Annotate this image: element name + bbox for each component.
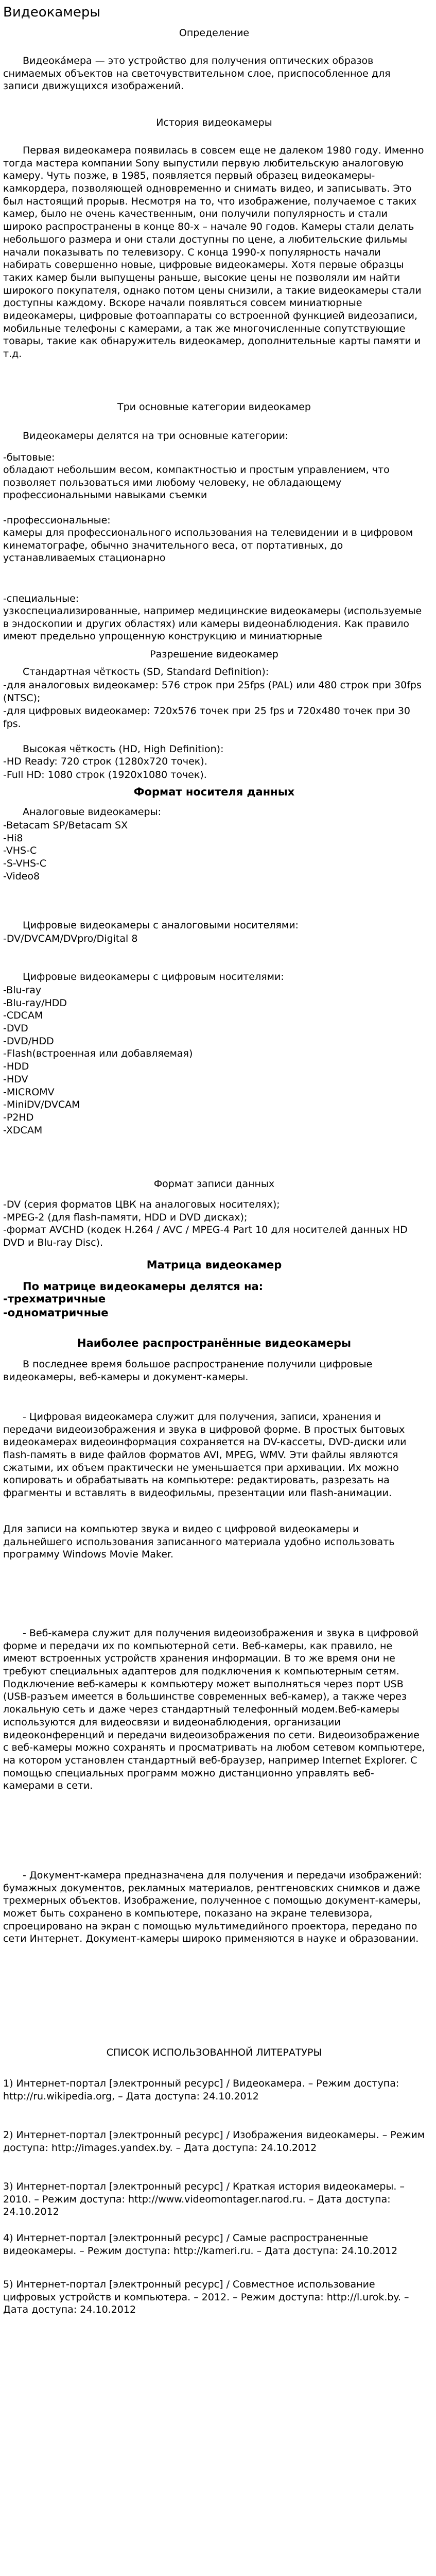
matrix-list [3, 1292, 425, 1320]
popular-digital: - Цифровая видеокамера служит для получения, записи, хранения и передачи видеоизображения и звука в цифровой форме. В простых бытовых видеокамерах видеоинформация сохраняется на DV-кассеты, DVD-диски или flash-память в виде файлов форматов AVI, MPEG, WMV. Эти файлы являются сжатыми, их объем практически не уменьшается при архивации. Их можно копировать и обрабатывать на компьютере: редактировать, разрезать на фрагменты и вставлять в видеофильмы, презентации или flash-анимации. [3, 1411, 407, 1499]
references-heading: СПИСОК ИСПОЛЬЗОВАННОЙ ЛИТЕРАТУРЫ [106, 2047, 322, 2058]
list-item: -HDV [3, 1073, 28, 1085]
recording-heading: Формат записи данных [153, 1178, 275, 1190]
category-household-text: обладают небольшим весом, компактностью и простым управлением, что позволяет пользоваться ими любому человеку, не обладающему профессиональными навыками съемки [3, 464, 390, 501]
popular-intro: В последнее время большое распространение получили цифровые видеокамеры, веб-камеры и документ-камеры. [3, 1359, 373, 1383]
list-item: -трехматричные [3, 1293, 106, 1305]
media-analog-list [3, 819, 425, 883]
resolution-hd-ready: -HD Ready: 720 строк (1280x720 точек). [3, 756, 207, 767]
document-title: Видеокамеры [3, 5, 100, 20]
list-item: -DVD/HDD [3, 1035, 54, 1047]
history-text: Первая видеокамера появилась в совсем еще не далеком 1980 году. Именно тогда мастера компании Sony выпустили первую любительскую аналоговую камеру. Чуть позже, в 1985, появляется первый образец видеокамеры-камкордера, позволяющей одновременно и снимать видео, и записывать. Это был настоящий прорыв. Несмотря на то, что изображение, получаемое с таких камер, было не очень качественным, они получили популярность и стали широко распространены в конце 80-х – начале 90 годов. Камеры стали делать небольшого размера и они стали доступны по цене, а любительские фильмы начали показывать по телевизору. С конца 1990-х популярность начали набирать совершенно новые, цифровые видеокамеры. Хотя первые образцы таких камер были выпущены раньше, высокие цены не позволяли им найти широкого покупателя, однако потом цены снизили, а такие видеокамеры стали доступны каждому. Вскоре начали появляться совсем миниатюрные видеокамеры, цифровые фотоаппараты со встроенной функцией видеозаписи, мобильные телефоны с камерами, а так же многочисленные сопутствующие товары, такие как обнаружитель видеокамер, дополнительные карты памяти и т.д. [3, 145, 424, 360]
resolution-sd-label: Стандартная чёткость (SD, Standard Definition): [23, 666, 269, 677]
list-item: -MiniDV/DVCAM [3, 1099, 80, 1111]
list-item: -формат AVCHD (кодек H.264 / AVC / MPEG-4 Part 10 для носителей данных HD DVD и Blu-ray Disc). [3, 1224, 408, 1249]
list-item: -P2HD [3, 1111, 34, 1123]
reference-item: 2) Интернет-портал [электронный ресурс] / Изображения видеокамеры. – Режим доступа: http://images.yandex.by. – Дата доступа: 24.10.2012 [3, 2129, 425, 2154]
reference-item: 4) Интернет-портал [электронный ресурс] / Самые распространенные видеокамеры. – Режим доступа: http://kameri.ru. – Дата доступа: 24.10.2012 [3, 2232, 398, 2257]
list-item: -MICROMV [3, 1086, 55, 1098]
matrix-heading: Матрица видеокамер [146, 1259, 282, 1271]
reference-item: 3) Интернет-портал [электронный ресурс] / Краткая история видеокамеры. – 2010. – Режим доступа: http://www.videomontager.narod.ru. – Дата доступа: 24.10.2012 [3, 2181, 405, 2218]
list-item: -Blu-ray/HDD [3, 997, 67, 1009]
category-professional-label: -профессиональные: [3, 515, 111, 526]
list-item: -одноматричные [3, 1307, 109, 1319]
list-item: -DV/DVCAM/DVpro/Digital 8 [3, 933, 138, 944]
categories-heading: Три основные категории видеокамер [117, 401, 311, 413]
popular-webcam: - Веб-камера служит для получения видеоизображения и звука в цифровой форме и передачи их по компьютерной сети. Веб-камеры, как правило, не имеют встроенных устройств хранения информации. В то же время они не требуют специальных адаптеров для подключения к компьютерным сетям. Подключение веб-камеры к компьютеру может выполняться через порт USB (USB-разъем имеется в большинстве современных веб-камер), а также через локальную сеть и даже через стандартный телефонный модем.Веб-камеры используются для видеосвязи и видеонаблюдения, организации видеоконференций и передачи видеоизображения по сети. Видеоизображение с веб-камеры можно сохранять и просматривать на любом сетевом компьютере, на котором установлен стандартный веб-браузер, например Internet Explorer. С помощью специальных программ можно дистанционно управлять веб-камерами в сети. [3, 1628, 425, 1792]
category-special-text: узкоспециализированные, например медицинские видеокамеры (используемые в эндоскопии и других областях) или камеры видеонаблюдения. Как правило имеют предельно упрощенную конструкцию и миниатюрные [3, 605, 422, 642]
list-item: -Flash(встроенная или добавляемая) [3, 1048, 193, 1060]
recording-list [3, 1198, 425, 1249]
category-special-label: -специальные: [3, 593, 79, 604]
list-item: -MPEG-2 (для flash-памяти, HDD и DVD дисках); [3, 1211, 248, 1223]
popular-heading: Наиболее распространённые видеокамеры [77, 1337, 351, 1349]
category-household-label: -бытовые: [3, 452, 55, 463]
resolution-heading: Разрешение видеокамер [150, 649, 278, 660]
list-item: -Video8 [3, 870, 40, 882]
list-item: -Betacam SP/Betacam SX [3, 820, 128, 831]
media-digital-analog-list [3, 933, 425, 945]
definition-heading: Определение [179, 27, 250, 39]
list-item: -Blu-ray [3, 985, 42, 996]
popular-doccam: - Документ-камера предназначена для получения и передачи изображений: бумажных документов, рекламных материалов, рентгеновских снимков и даже трехмерных объектов. Изображение, полученное с помощью документ-камеры, может быть сохранено в компьютере, показано на экране телевизора, спроецировано на экран с помощью мультимедийного проектора, передано по сети Интернет. Документ-камеры широко применяются в науке и образовании. [3, 1870, 422, 1945]
reference-item: 5) Интернет-портал [электронный ресурс] / Совместное использование цифровых устройств и компьютера. – 2012. – Режим доступа: http://l.urok.by. – Дата доступа: 24.10.2012 [3, 2279, 409, 2316]
definition-text: Видеока́мера — это устройство для получения оптических образов снимаемых объектов на светочувствительном слое, приспособленное для записи движущихся изображений. [3, 55, 391, 92]
resolution-hd-label: Высокая чёткость (HD, High Definition): [23, 743, 224, 755]
popular-digital-extra: Для записи на компьютер звука и видео с цифровой видеокамеры и дальнейшего использования записанного материала удобно использовать программу Windows Movie Maker. [3, 1523, 395, 1561]
media-analog-label: Аналоговые видеокамеры: [23, 806, 161, 818]
resolution-sd-digital: -для цифровых видеокамер: 720x576 точек при 25 fps и 720x480 точек при 30 fps. [3, 705, 411, 730]
list-item: -S-VHS-C [3, 858, 47, 870]
media-heading: Формат носителя данных [133, 786, 295, 798]
list-item: -VHS-C [3, 845, 37, 857]
resolution-full-hd: -Full HD: 1080 строк (1920x1080 точек). [3, 769, 207, 781]
list-item: -DVD [3, 1023, 28, 1035]
matrix-label: По матрице видеокамеры делятся на: [23, 1280, 264, 1293]
history-heading: История видеокамеры [156, 117, 272, 128]
list-item: -Hi8 [3, 832, 23, 844]
category-professional-text: камеры для профессионального использования на телевидении и в цифровом кинематографе, обычно значительного веса, от портативных, до устанавливаемых стационарно [3, 527, 413, 564]
categories-intro: Видеокамеры делятся на три основные категории: [23, 430, 289, 442]
media-digital-label: Цифровые видеокамеры с цифровым носителями: [23, 971, 284, 982]
resolution-sd-analog: -для аналоговых видеокамер: 576 строк при 25fps (PAL) или 480 строк при 30fps (NTSC); [3, 680, 422, 704]
list-item: -HDD [3, 1061, 29, 1073]
reference-item: 1) Интернет-портал [электронный ресурс] / Видеокамера. – Режим доступа: http://ru.wikipedia.org, – Дата доступа: 24.10.2012 [3, 2078, 399, 2102]
list-item: -DV (серия форматов ЦВК на аналоговых носителях); [3, 1199, 280, 1210]
media-digital-analog-label: Цифровые видеокамеры с аналоговыми носителями: [23, 920, 299, 931]
media-digital-list [3, 984, 425, 1137]
list-item: -CDCAM [3, 1010, 43, 1022]
list-item: -XDCAM [3, 1124, 43, 1136]
